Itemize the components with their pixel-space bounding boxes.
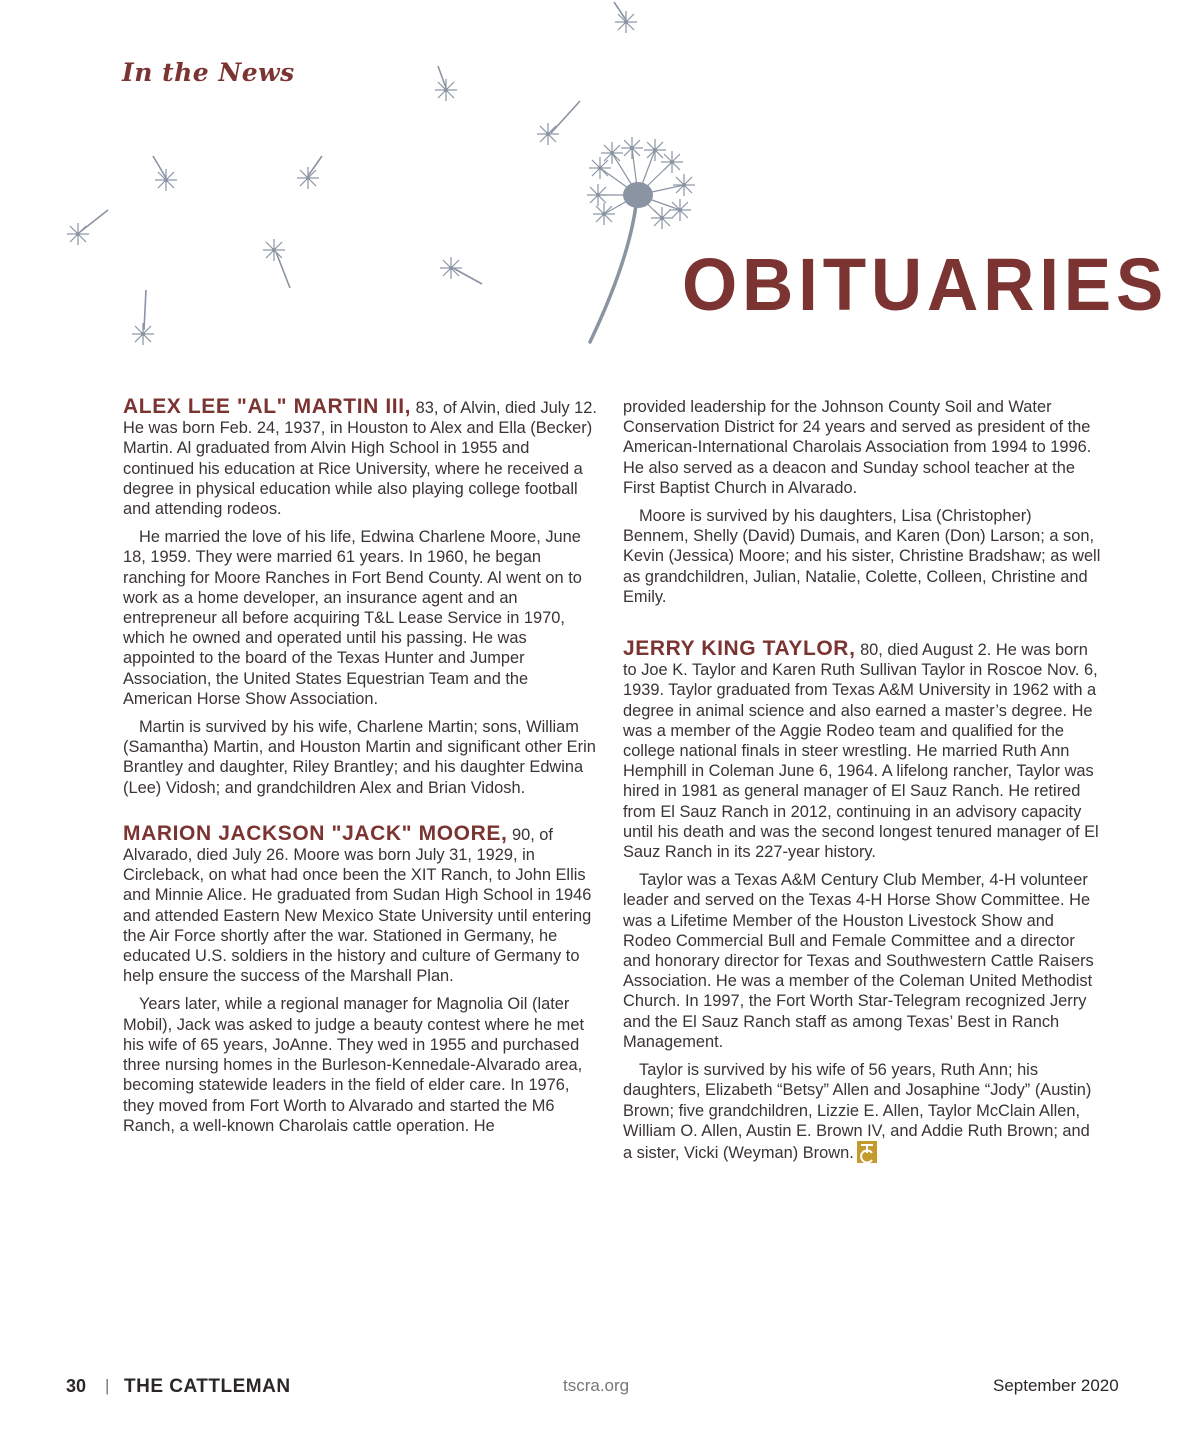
obituary-entry <box>123 821 601 1136</box>
obituary-paragraph: provided leadership for the Johnson County Soil and Water Conservation District for 24 years and served as president of the American-International Charolais Association from 1994 to 1996. He also served as a deacon and Sunday school teacher at the First Baptist Church in Alvarado. <box>623 398 1092 497</box>
seed-icon <box>435 66 457 101</box>
obituary-name: MARION JACKSON "JACK" MOORE, <box>123 821 508 845</box>
obituary-text: 80, died August 2. He was born to Joe K. Taylor and Karen Ruth Sullivan Taylor in Roscoe Nov. 6, 1939. Taylor graduated from Texas A&M University in 1962 with a degree in animal science and also earned a master’s degree. He was a member of the Aggie Rodeo team and qualified for the college national finals in steer wrestling. He married Ruth Ann Hemphill in Coleman June 6, 1964. A lifelong rancher, Taylor was hired in 1981 as general manager of El Sauz Ranch. He retired from El Sauz Ranch in 2012, continuing in an advisory capacity until his death and was the second longest tenured manager of El Sauz Ranch in its 227-year history. <box>623 641 1099 862</box>
tc-logo-icon <box>857 1141 877 1163</box>
right-column <box>623 397 1101 1189</box>
publication-name: THE CATTLEMAN <box>124 1376 291 1397</box>
seed-icon <box>67 210 108 245</box>
obituary-paragraph <box>623 639 1101 862</box>
obituary-entry <box>123 397 601 798</box>
seed-icon <box>263 239 290 288</box>
obituary-paragraph: He married the love of his life, Edwina Charlene Moore, June 18, 1959. They were married 61 years. In 1960, he began ranching for Moore Ranches in Fort Bend County. Al went on to work as a home developer, an insurance agent and an entrepreneur all before acquiring T&L Lease Service in 1970, which he owned and operated until his passing. He was appointed to the board of the Texas Hunter and Jumper Association, the United States Equestrian Team and the American Horse Show Association. <box>123 528 582 708</box>
obituary-paragraph: Moore is survived by his daughters, Lisa (Christopher) Bennem, Shelly (David) Dumais, and Karen (Don) Larson; a son, Kevin (Jessica) Moore; and his sister, Christine Bradshaw; as well as grandchildren, Julian, Natalie, Colette, Colleen, Christine and Emily. <box>623 507 1101 606</box>
seed-icon <box>537 101 580 145</box>
seed-icon <box>297 156 322 189</box>
page-number: 30 <box>66 1376 87 1396</box>
seed-icon <box>440 257 482 284</box>
obituary-text: 90, of Alvarado, died July 26. Moore was born July 31, 1929, in Circleback, on what had once been the XIT Ranch, to John Ellis and Minnie Alice. He graduated from Sudan High School in 1946 and attended Eastern New Mexico State University until entering the Air Force shortly after the war. Stationed in Germany, he educated U.S. soldiers in the history and culture of Germany to help ensure the success of the Marshall Plan. <box>123 825 592 986</box>
obituary-entry <box>623 639 1101 1163</box>
page-title: OBITUARIES <box>682 243 1169 326</box>
seed-icon <box>614 2 637 33</box>
obituary-paragraph <box>123 821 601 987</box>
obituary-name: JERRY KING TAYLOR, <box>623 637 856 661</box>
obituary-paragraph: Martin is survived by his wife, Charlene Martin; sons, William (Samantha) Martin, and Houston Martin and significant other Erin Brantley and daughter, Riley Brantley; and his daughter Edwina (Lee) Vidosh; and grandchildren Alex and Brian Vidosh. <box>123 718 596 797</box>
obituary-name: ALEX LEE "AL" MARTIN III, <box>123 395 412 418</box>
seed-icon <box>132 290 154 345</box>
obituary-paragraph <box>623 1060 1101 1163</box>
obituary-text: Taylor is survived by his wife of 56 years, Ruth Ann; his daughters, Elizabeth “Betsy” Allen and Josaphine “Jody” (Austin) Brown; five grandchildren, Lizzie E. Allen, Taylor McClain Allen, William O. Allen, Austin E. Brown IV, and Addie Ruth Brown; and a sister, Vicki (Weyman) Brown. <box>623 1061 1092 1162</box>
issue-date: September 2020 <box>993 1376 1119 1395</box>
obituary-text: 83, of Alvin, died July 12. He was born Feb. 24, 1937, in Houston to Alex and Ella (Becker) Martin. Al graduated from Alvin High School in 1955 and continued his education at Rice University, where he received a degree in physical education while also playing college football and attending rodeos. <box>123 399 597 519</box>
obituary-paragraph <box>123 397 601 519</box>
obituary-entry-continued <box>623 397 1101 607</box>
website-link[interactable]: tscra.org <box>563 1376 630 1395</box>
dandelion-icon <box>587 137 695 342</box>
obituary-paragraph: Taylor was a Texas A&M Century Club Member, 4-H volunteer leader and served on the Texas 4-H Horse Show Committee. He was a Lifetime Member of the Houston Livestock Show and Rodeo Commercial Bull and Female Committee and a director and honorary director for Texas and Southwestern Cattle Raisers Association. He was a member of the Coleman United Methodist Church. In 1997, the Fort Worth Star-Telegram recognized Jerry and the El Sauz Ranch staff as among Texas’ Best in Ranch Management. <box>623 871 1094 1051</box>
left-column <box>123 397 601 1162</box>
obituary-paragraph: Years later, while a regional manager for Magnolia Oil (later Mobil), Jack was asked to judge a beauty contest where he met his wife of 65 years, JoAnne. They wed in 1955 and purchased three nursing homes in the Burleson-Kennedale-Alvarado area, becoming statewide leaders in the field of elder care. In 1976, they moved from Fort Worth to Alvarado and started the M6 Ranch, a well-known Charolais cattle operation. He <box>123 995 585 1135</box>
seed-icon <box>153 156 177 191</box>
section-tag: In the News <box>122 58 295 87</box>
footer-separator: | <box>105 1376 110 1395</box>
